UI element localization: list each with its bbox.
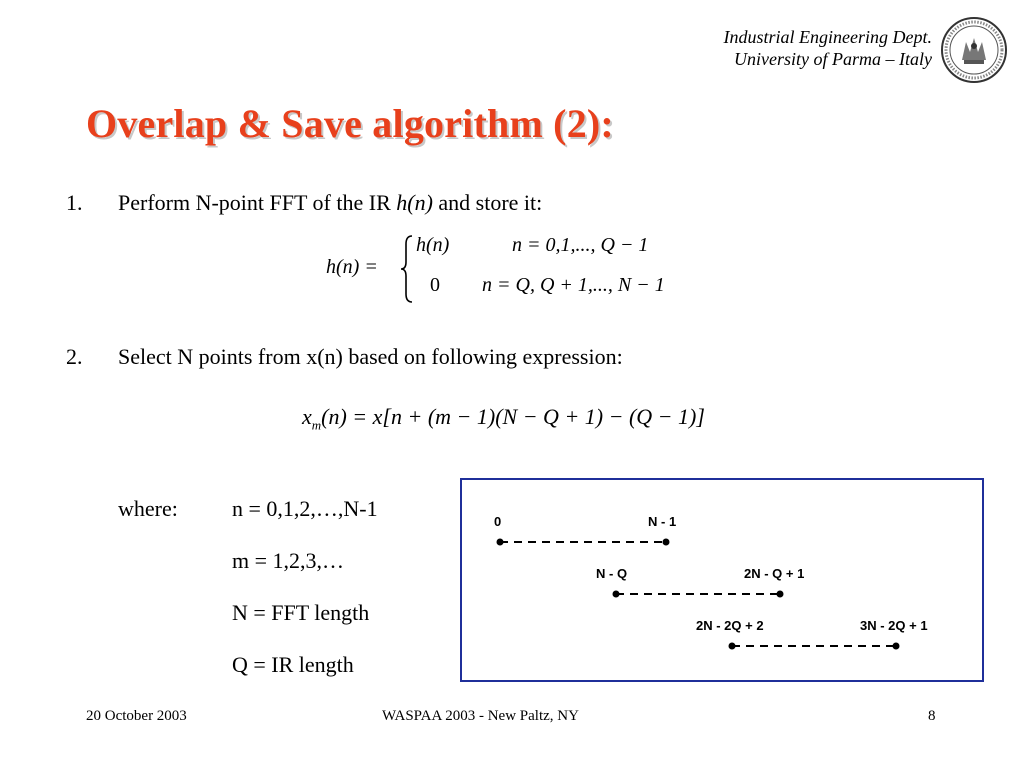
footer-date: 20 October 2003 <box>86 708 187 724</box>
eq2-x: x <box>302 404 312 429</box>
where-line-2: m = 1,2,3,… <box>232 548 345 573</box>
slide-title: Overlap & Save algorithm (2): <box>86 101 614 146</box>
segment-diagram-box <box>460 478 984 682</box>
university-seal-logo <box>940 16 1008 84</box>
step-2-text: Select N points from x(n) based on following expression: <box>118 344 623 369</box>
eq1-case1-value: h(n) <box>416 234 450 256</box>
department-name: Industrial Engineering Dept. <box>723 27 932 47</box>
step-2-number: 2. <box>66 344 83 369</box>
seg1-end-label: N - 1 <box>648 514 677 529</box>
equation-xm <box>302 404 705 433</box>
seg1-start-label: 0 <box>494 514 502 529</box>
step-1 <box>66 190 542 216</box>
seg3-end-label: 3N - 2Q + 1 <box>860 618 928 633</box>
segment-1-start-dot <box>497 539 504 546</box>
segment-2-end-dot <box>777 591 784 598</box>
equation-h-piecewise <box>326 234 706 304</box>
segment-3-end-dot <box>893 643 900 650</box>
department-header <box>724 26 932 70</box>
seg2-end-label: 2N - Q + 1 <box>744 566 805 581</box>
eq2-subscript: m <box>311 417 322 433</box>
slide-number: 8 <box>928 708 936 724</box>
segment-diagram <box>462 480 982 680</box>
segment-1-end-dot <box>663 539 670 546</box>
eq1-case1-condition: n = 0,1,..., Q − 1 <box>512 234 649 256</box>
step-1-text-end: and store it: <box>432 190 543 215</box>
where-label: where: <box>118 496 178 521</box>
eq1-lhs: h(n) = <box>326 256 378 278</box>
eq1-case2-value: 0 <box>430 274 440 296</box>
where-line-3: N = FFT length <box>232 600 370 625</box>
footer-event: WASPAA 2003 - New Paltz, NY <box>382 708 579 724</box>
seg3-start-label: 2N - 2Q + 2 <box>696 618 764 633</box>
eq2-lhs-rest: (n) = <box>321 404 373 429</box>
segment-3-start-dot <box>729 643 736 650</box>
step-1-text: Perform N-point FFT of the IR <box>118 190 397 215</box>
where-line-4: Q = IR length <box>232 652 354 677</box>
segment-2-start-dot <box>613 591 620 598</box>
step-1-number: 1. <box>66 190 83 215</box>
where-line-1: n = 0,1,2,…,N-1 <box>232 496 378 521</box>
left-brace-icon <box>400 234 414 304</box>
seg2-start-label: N - Q <box>596 566 628 581</box>
eq1-case2-condition: n = Q, Q + 1,..., N − 1 <box>482 274 665 296</box>
step-2 <box>66 344 623 370</box>
eq2-rhs: x[n + (m − 1)(N − Q + 1) − (Q − 1)] <box>372 404 705 429</box>
step-1-italic: h(n) <box>396 190 433 215</box>
university-name: University of Parma – Italy <box>734 49 932 69</box>
